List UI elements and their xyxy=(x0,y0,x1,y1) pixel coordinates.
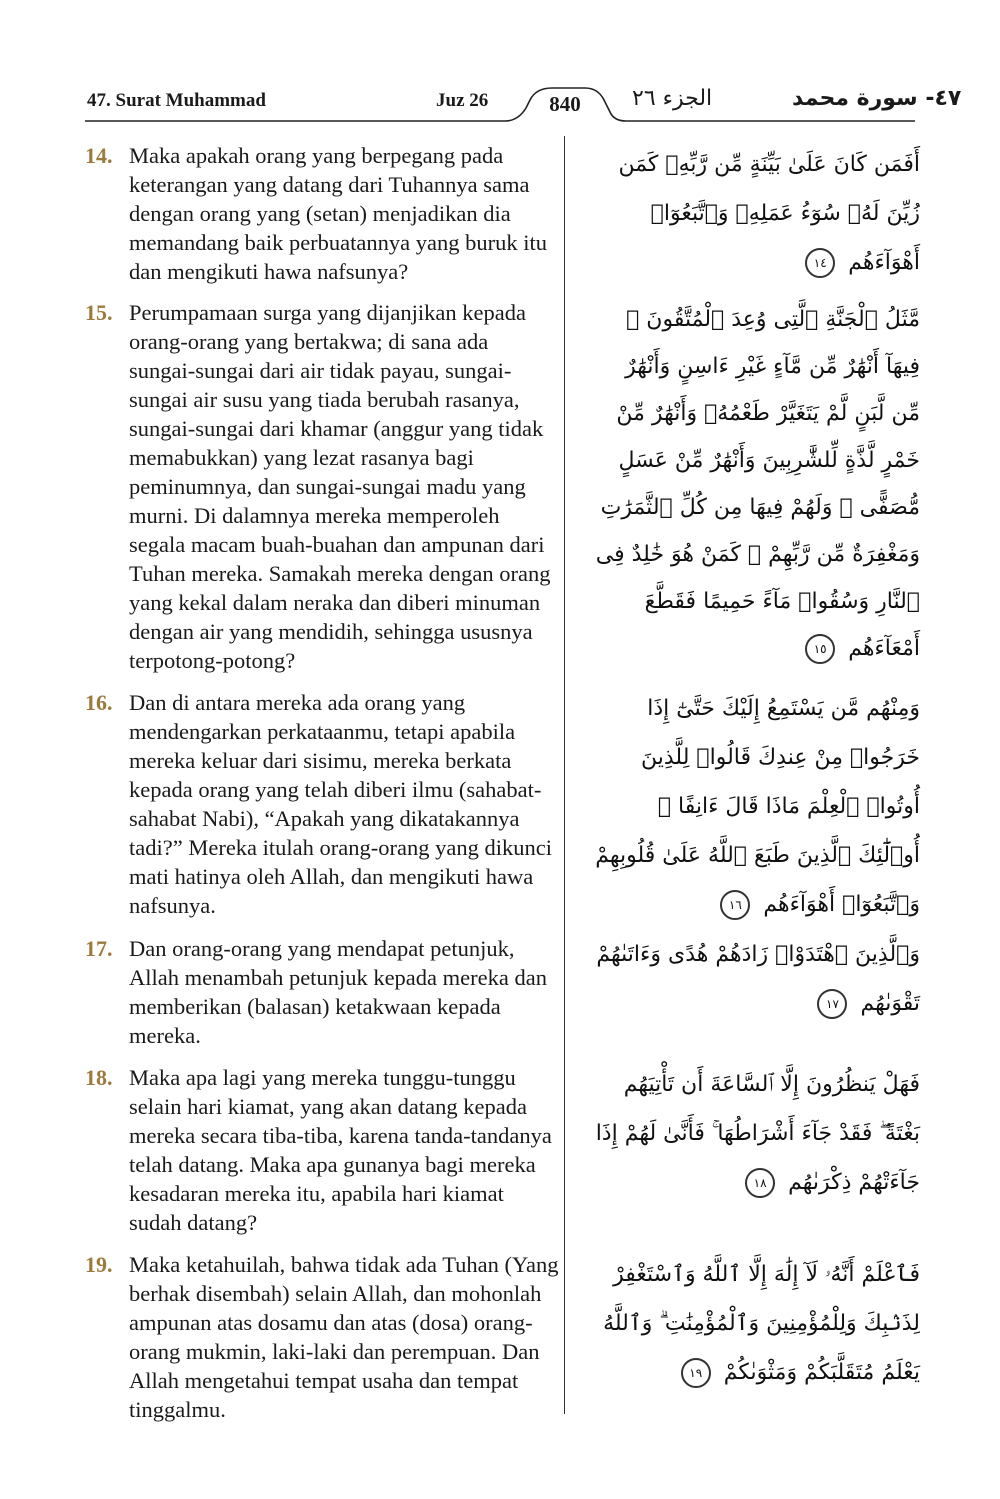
verse-15-arabic xyxy=(590,296,920,672)
verse-number: 14. xyxy=(85,143,113,168)
page-number: 840 xyxy=(549,92,581,116)
arabic-text: أَفَمَن كَانَ عَلَىٰ بَيِّنَةٍ مِّن رَّبِّهِۦ كَمَن زُيِّنَ لَهُۥ سُوٓءُ عَمَلِهِۦ وَٱتَّبَعُوٓا۟ أَهْوَآءَهُم xyxy=(618,152,920,275)
verse-16-arabic xyxy=(590,684,920,929)
arabic-text: وَٱلَّذِينَ ٱهْتَدَوْا۟ زَادَهُمْ هُدًى وَءَاتَىٰهُمْ تَقْوَىٰهُم xyxy=(596,942,920,1016)
verse-number: 17. xyxy=(85,936,113,961)
surah-title-latin: 47. Surat Muhammad xyxy=(87,90,266,111)
column-divider xyxy=(564,136,565,1414)
verse-17-arabic xyxy=(590,930,920,1028)
ayah-marker: ١٩ xyxy=(681,1358,711,1388)
ayah-marker: ١٧ xyxy=(817,989,847,1019)
surah-title-arabic: ٤٧- سورة محمد xyxy=(792,86,962,111)
arabic-text: فَهَلْ يَنظُرُونَ إِلَّا ٱلسَّاعَةَ أَن تَأْتِيَهُم بَغْتَةً ۖ فَقَدْ جَآءَ أَشْرَاطُهَا ۚ فَأَنَّىٰ لَهُمْ إِذَا جَآءَتْهُمْ ذِكْرَىٰهُم xyxy=(595,1072,920,1195)
arabic-text: فَٱعْلَمْ أَنَّهُۥ لَآ إِلَٰهَ إِلَّا ٱللَّهُ وَٱسْتَغْفِرْ لِذَنۢبِكَ وَلِلْمُؤْمِنِينَ وَٱلْمُؤْمِنَٰتِ ۗ وَٱللَّهُ يَعْلَمُ مُتَقَلَّبَكُمْ وَمَثْوَىٰكُمْ xyxy=(603,1262,920,1385)
arabic-text: مَّثَلُ ٱلْجَنَّةِ ٱلَّتِى وُعِدَ ٱلْمُتَّقُونَ ۖ فِيهَآ أَنْهَٰرٌ مِّن مَّآءٍ غَيْرِ ءَاسِنٍ وَأَنْهَٰرٌ مِّن لَّبَنٍ لَّمْ يَتَغَيَّرْ طَعْمُهُۥ وَأَنْهَٰرٌ مِّنْ خَمْرٍ لَّذَّةٍ لِّلشَّٰرِبِينَ وَأَنْهَٰرٌ مِّنْ عَسَلٍ مُّصَفًّى ۖ وَلَهُمْ فِيهَا مِن كُلِّ ٱلثَّمَرَٰتِ وَمَغْفِرَةٌ مِّن رَّبِّهِمْ ۖ كَمَنْ هُوَ خَٰلِدٌ فِى ٱلنَّارِ وَسُقُوا۟ مَآءً حَمِيمًا فَقَطَّعَ أَمْعَآءَهُم xyxy=(595,307,920,661)
ayah-marker: ١٥ xyxy=(805,634,835,664)
verse-15 xyxy=(85,298,560,675)
verse-17 xyxy=(85,934,560,1050)
verse-translation: Maka apakah orang yang berpegang pada keterangan yang datang dari Tuhannya sama dengan orang yang (setan) menjadikan dia memandang baik perbuatannya yang buruk itu dan mengikuti hawa nafsunya? xyxy=(129,143,547,284)
verse-translation: Perumpamaan surga yang dijanjikan kepada orang-orang yang bertakwa; di sana ada sungai-sungai dari air tidak payau, sungai-sungai air susu yang tiada berubah rasanya, sungai-sungai dari khamar (anggur yang tidak memabukkan) yang lezat rasanya bagi peminumnya, dan sungai-sungai madu yang murni. Di dalamnya mereka memperoleh segala macam buah-buahan dan ampunan dari Tuhan mereka. Samakah mereka dengan orang yang kekal dalam neraka dan diberi minuman dengan air yang mendidih, sehingga ususnya terpotong-potong? xyxy=(129,300,551,673)
verse-translation: Maka apa lagi yang mereka tunggu-tunggu selain hari kiamat, yang akan datang kepada mereka secara tiba-tiba, karena tanda-tandanya telah datang. Maka apa gunanya bagi mereka kesadaran mereka itu, apabila hari kiamat sudah datang? xyxy=(129,1065,552,1235)
juz-label-latin: Juz 26 xyxy=(436,90,489,111)
verse-14-arabic xyxy=(590,140,920,287)
verse-number: 18. xyxy=(85,1065,113,1090)
juz-label-arabic: الجزء ٢٦ xyxy=(632,86,713,111)
verse-19-arabic xyxy=(590,1250,920,1397)
verse-16 xyxy=(85,688,560,920)
arabic-text: وَمِنْهُم مَّن يَسْتَمِعُ إِلَيْكَ حَتَّىٰٓ إِذَا خَرَجُوا۟ مِنْ عِندِكَ قَالُوا۟ لِلَّذِينَ أُوتُوا۟ ٱلْعِلْمَ مَاذَا قَالَ ءَانِفًا ۚ أُو۟لَٰٓئِكَ ٱلَّذِينَ طَبَعَ ٱللَّهُ عَلَىٰ قُلُوبِهِمْ وَٱتَّبَعُوٓا۟ أَهْوَآءَهُم xyxy=(595,696,920,917)
verse-translation: Dan di antara mereka ada orang yang mendengarkan perkataanmu, tetapi apabila mereka keluar dari sisimu, mereka berkata kepada orang yang telah diberi ilmu (sahabat-sahabat Nabi), “Apakah yang dikatakannya tadi?” Mereka itulah orang-orang yang dikunci mati hatinya oleh Allah, dan mengikuti hawa nafsunya. xyxy=(129,690,552,918)
ayah-marker: ١٤ xyxy=(805,248,835,278)
verse-translation: Maka ketahuilah, bahwa tidak ada Tuhan (Yang berhak disembah) selain Allah, dan mohonlah ampunan atas dosamu dan atas (dosa) orang-orang mukmin, laki-laki dan perempuan. Dan Allah mengetahui tempat usaha dan tempat tinggalmu. xyxy=(129,1252,559,1422)
verse-19 xyxy=(85,1250,560,1424)
verse-number: 15. xyxy=(85,300,113,325)
verse-number: 16. xyxy=(85,690,113,715)
verse-number: 19. xyxy=(85,1252,113,1277)
ayah-marker: ١٦ xyxy=(720,890,750,920)
verse-18-arabic xyxy=(590,1060,920,1207)
ayah-marker: ١٨ xyxy=(745,1168,775,1198)
verse-14 xyxy=(85,141,560,286)
verse-translation: Dan orang-orang yang mendapat petunjuk, Allah menambah petunjuk kepada mereka dan memberikan (balasan) ketakwaan kepada mereka. xyxy=(129,936,547,1048)
verse-18 xyxy=(85,1063,560,1237)
page-header xyxy=(0,0,1000,130)
